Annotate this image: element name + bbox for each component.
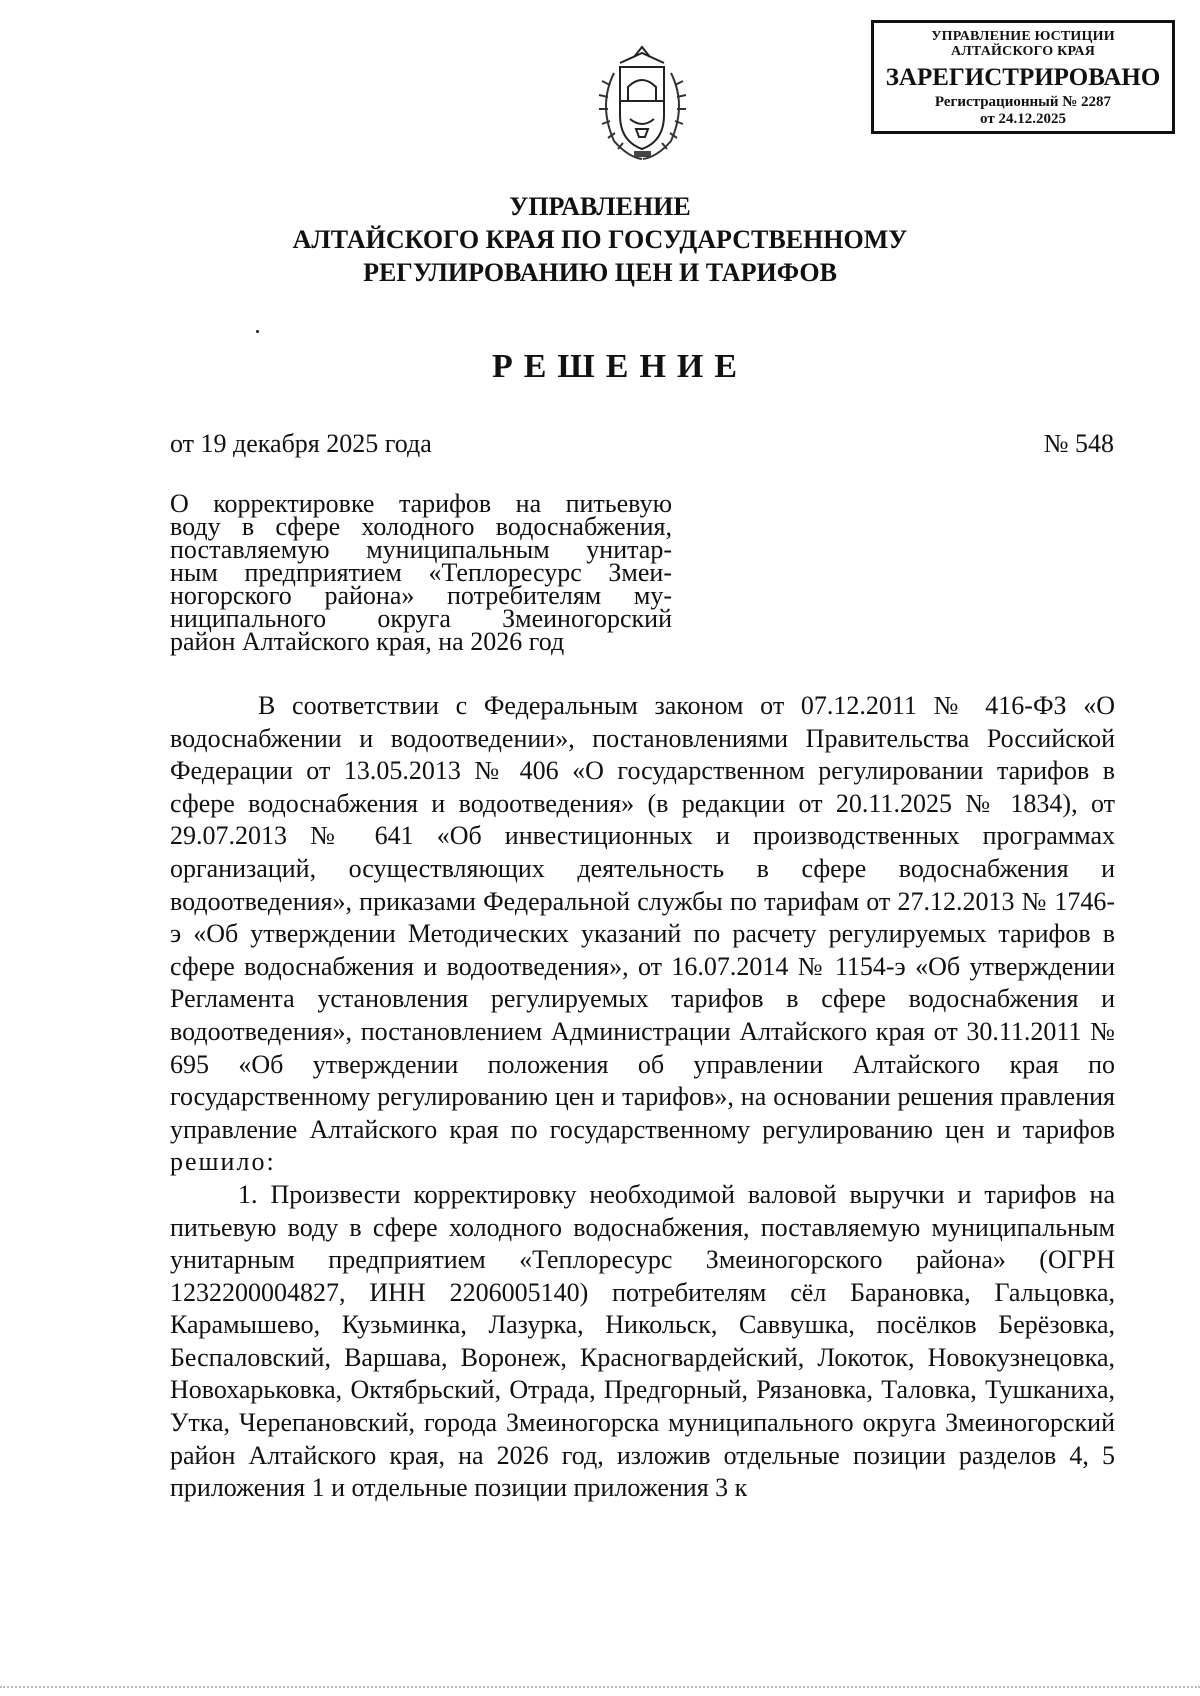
stamp-authority-line: УПРАВЛЕНИЕ ЮСТИЦИИ <box>931 29 1115 44</box>
scan-edge-line <box>0 1686 1200 1688</box>
document-subject <box>170 489 672 656</box>
subject-line: ниципального округа Змеиногорский <box>170 604 672 633</box>
document-number: № 548 <box>1043 429 1114 458</box>
subject-line: О корректировке тарифов на питьевую <box>170 489 672 518</box>
stamp-status: ЗАРЕГИСТРИРОВАНО <box>885 64 1161 91</box>
agency-header <box>0 190 1200 289</box>
altai-coat-of-arms-icon <box>590 45 695 165</box>
subject-line: воду в сфере холодного водоснабжения, <box>170 512 672 541</box>
document-title: РЕШЕНИЕ <box>491 348 749 385</box>
preamble-paragraph <box>170 690 1115 1179</box>
document-body <box>170 690 1115 1505</box>
scan-dot <box>256 330 259 333</box>
registration-stamp <box>871 20 1175 134</box>
document-date: от 19 декабря 2025 года <box>170 429 432 458</box>
subject-line: ногорского района» потребителям му- <box>170 581 672 610</box>
agency-line-1: УПРАВЛЕНИЕ <box>509 192 691 221</box>
subject-line: поставляемую муниципальным унитар- <box>170 535 672 564</box>
stamp-reg-number: Регистрационный № 2287 <box>934 94 1112 110</box>
decided-word: решило: <box>170 1147 276 1177</box>
agency-line-2: АЛТАЙСКОГО КРАЯ ПО ГОСУДАРСТВЕННОМУ <box>292 225 908 254</box>
subject-line: район Алтайского края, на 2026 год <box>170 627 565 656</box>
stamp-region-line: АЛТАЙСКОГО КРАЯ <box>950 44 1096 59</box>
subject-line: ным предприятием «Теплоресурс Змеи- <box>170 558 672 587</box>
agency-line-3: РЕГУЛИРОВАНИЮ ЦЕН И ТАРИФОВ <box>363 258 837 287</box>
preamble-text: В соответствии с Федеральным законом от 07.12.2011 № 416-ФЗ «О водоснабжении и водоотведении», постановлениями Правительства Российской Федерации от 13.05.2013 № 406 «О государственном регулировании тарифов в сфере водоснабжения и водоотведения» (в редакции от 20.11.2025 № 1834), от 29.07.2013 № 641 «Об инвестиционных и производственных программах организаций, осуществляющих деятельность в сфере водоснабжения и водоотведения», приказами Федеральной службы по тарифам от 27.12.2013 № 1746-э «Об утверждении Методических указаний по расчету регулируемых тарифов в сфере водоснабжения и водоотведения», от 16.07.2014 № 1154-э «Об утверждении Регламента установления регулируемых тарифов в сфере водоснабжения и водоотведения», постановлением Администрации Алтайского края от 30.11.2011 № 695 «Об утверждении положения об управлении Алтайского края по государственному регулированию цен и тарифов», на основании решения правления управление Алтайского края по государственному регулированию цен и тарифов <box>170 691 1115 1144</box>
item-1-paragraph: 1. Произвести корректировку необходимой валовой выручки и тарифов на питьевую воду в сфере холодного водоснабжения, поставляемую муниципальным унитарным предприятием «Теплоресурс Змеиногорского района» (ОГРН 1232200004827, ИНН 2206005140) потребителям сёл Барановка, Гальцовка, Карамышево, Кузьминка, Лазурка, Никольск, Саввушка, посёлков Берёзовка, Беспаловский, Варшава, Воронеж, Красногвардейский, Локоток, Новокузнецовка, Новохарьковка, Октябрьский, Отрада, Предгорный, Рязановка, Таловка, Тушканиха, Утка, Черепановский, города Змеиногорска муниципального округа Змеиногорский район Алтайского края, на 2026 год, изложив отдельные позиции разделов 4, 5 приложения 1 и отдельные позиции приложения 3 к <box>170 1179 1115 1503</box>
stamp-reg-date: от 24.12.2025 <box>980 111 1066 127</box>
